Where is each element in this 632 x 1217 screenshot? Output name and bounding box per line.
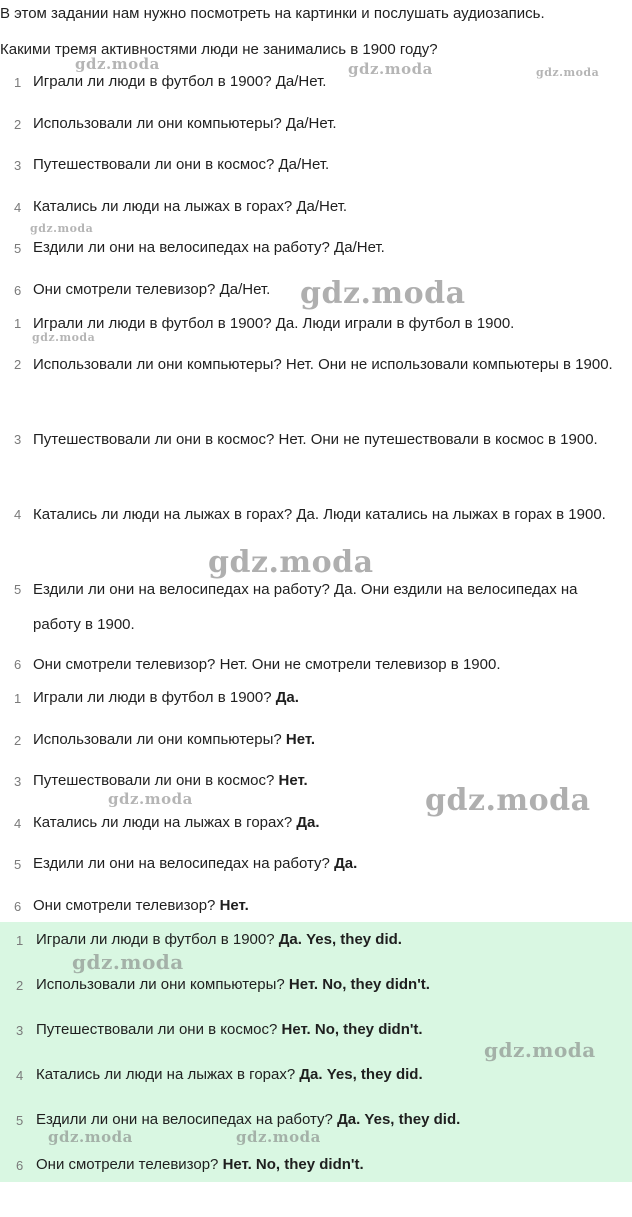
- item-number: 4: [14, 507, 22, 522]
- question-text: Катались ли люди на лыжах в горах?: [36, 1066, 300, 1083]
- item-text: [33, 854, 628, 874]
- item-number: 2: [16, 978, 24, 993]
- item-text: Ездили ли они на велосипедах на работу? Да. Они ездили на велосипедах на работу в 1900.: [33, 581, 578, 633]
- answer-text: Да.: [275, 689, 299, 706]
- intro-line-1: В этом задании нам нужно посмотреть на картинки и послушать аудиозапись.: [0, 5, 545, 22]
- item-number: 6: [14, 283, 22, 298]
- item-text: [36, 1155, 628, 1175]
- item-number: 2: [14, 117, 22, 132]
- watermark: gdz.moda: [425, 783, 591, 818]
- watermark: gdz.moda: [48, 1128, 133, 1146]
- item-number: 3: [16, 1023, 24, 1038]
- item-number: 1: [14, 75, 22, 90]
- watermark: gdz.moda: [108, 790, 193, 808]
- item-text: Путешествовали ли они в космос? Нет. Они не путешествовали в космос в 1900.: [33, 431, 598, 448]
- item-text: Использовали ли они компьютеры? Да/Нет.: [33, 115, 337, 132]
- question-text: Играли ли люди в футбол в 1900?: [33, 689, 276, 706]
- item-text: Они смотрели телевизор? Нет. Они не смотрели телевизор в 1900.: [33, 656, 501, 673]
- answer-text: Нет.: [219, 897, 249, 914]
- watermark: gdz.moda: [30, 222, 94, 235]
- question-text: Использовали ли они компьютеры?: [36, 976, 289, 993]
- item-text: [36, 1065, 628, 1085]
- item-number: 3: [14, 432, 22, 447]
- question-text: Они смотрели телевизор?: [33, 897, 220, 914]
- watermark: gdz.moda: [75, 55, 160, 73]
- item-number: 1: [14, 316, 22, 331]
- watermark: gdz.moda: [72, 950, 184, 974]
- answer-text: Да.: [334, 855, 358, 872]
- item-text: Они смотрели телевизор? Да/Нет.: [33, 281, 271, 298]
- watermark: gdz.moda: [484, 1038, 596, 1062]
- watermark: gdz.moda: [236, 1128, 321, 1146]
- item-number: 1: [16, 933, 24, 948]
- answer-text: Да. Yes, they did.: [278, 931, 402, 948]
- item-number: 4: [16, 1068, 24, 1083]
- item-number: 4: [14, 200, 22, 215]
- item-number: 6: [16, 1158, 24, 1173]
- answer-text: Да.: [296, 814, 320, 831]
- answer-text: Да. Yes, they did.: [337, 1111, 461, 1128]
- item-text: [36, 1020, 628, 1040]
- intro-line-2: Какими тремя активностями люди не занимались в 1900 году?: [0, 41, 438, 58]
- item-number: 2: [14, 357, 22, 372]
- item-number: 4: [14, 816, 22, 831]
- item-number: 3: [14, 774, 22, 789]
- watermark: gdz.moda: [300, 276, 466, 311]
- item-text: Использовали ли они компьютеры? Нет. Они не использовали компьютеры в 1900.: [33, 356, 613, 373]
- item-number: 5: [14, 857, 22, 872]
- question-text: Ездили ли они на велосипедах на работу?: [33, 855, 335, 872]
- item-text: Путешествовали ли они в космос? Да/Нет.: [33, 156, 330, 173]
- item-number: 5: [14, 582, 22, 597]
- item-text: Ездили ли они на велосипедах на работу? Да/Нет.: [33, 239, 385, 256]
- watermark: gdz.moda: [536, 66, 600, 79]
- answer-text: Нет.: [285, 731, 316, 748]
- answer-text: Нет. No, they didn't.: [281, 1021, 423, 1038]
- item-text: [36, 930, 628, 950]
- answer-text: Нет. No, they didn't.: [222, 1156, 364, 1173]
- item-number: 3: [14, 158, 22, 173]
- item-number: 5: [14, 241, 22, 256]
- answer-text: Нет.: [278, 772, 308, 789]
- item-text: Играли ли люди в футбол в 1900? Да/Нет.: [33, 73, 327, 90]
- question-text: Катались ли люди на лыжах в горах?: [33, 814, 297, 831]
- item-text: Катались ли люди на лыжах в горах? Да/Нет.: [33, 198, 348, 215]
- item-number: 2: [14, 733, 22, 748]
- question-text: Они смотрели телевизор?: [36, 1156, 223, 1173]
- item-text: Катались ли люди на лыжах в горах? Да. Люди катались на лыжах в горах в 1900.: [33, 506, 606, 523]
- item-text: [36, 1110, 628, 1130]
- answer-text: Нет. No, they didn't.: [288, 976, 430, 993]
- question-text: Играли ли люди в футбол в 1900?: [36, 931, 279, 948]
- question-text: Использовали ли они компьютеры?: [33, 731, 286, 748]
- item-number: 5: [16, 1113, 24, 1128]
- answer-text: Да. Yes, they did.: [299, 1066, 423, 1083]
- item-text: [33, 896, 628, 916]
- question-text: Путешествовали ли они в космос?: [33, 772, 279, 789]
- item-number: 1: [14, 691, 22, 706]
- question-text: Путешествовали ли они в космос?: [36, 1021, 282, 1038]
- watermark: gdz.moda: [32, 331, 96, 344]
- watermark: gdz.moda: [208, 545, 374, 580]
- item-number: 6: [14, 899, 22, 914]
- question-text: Ездили ли они на велосипедах на работу?: [36, 1111, 338, 1128]
- item-text: [33, 730, 628, 750]
- watermark: gdz.moda: [348, 60, 433, 78]
- item-text: [36, 975, 628, 995]
- item-text: Играли ли люди в футбол в 1900? Да. Люди играли в футбол в 1900.: [33, 315, 515, 332]
- item-text: [33, 688, 628, 708]
- item-number: 6: [14, 657, 22, 672]
